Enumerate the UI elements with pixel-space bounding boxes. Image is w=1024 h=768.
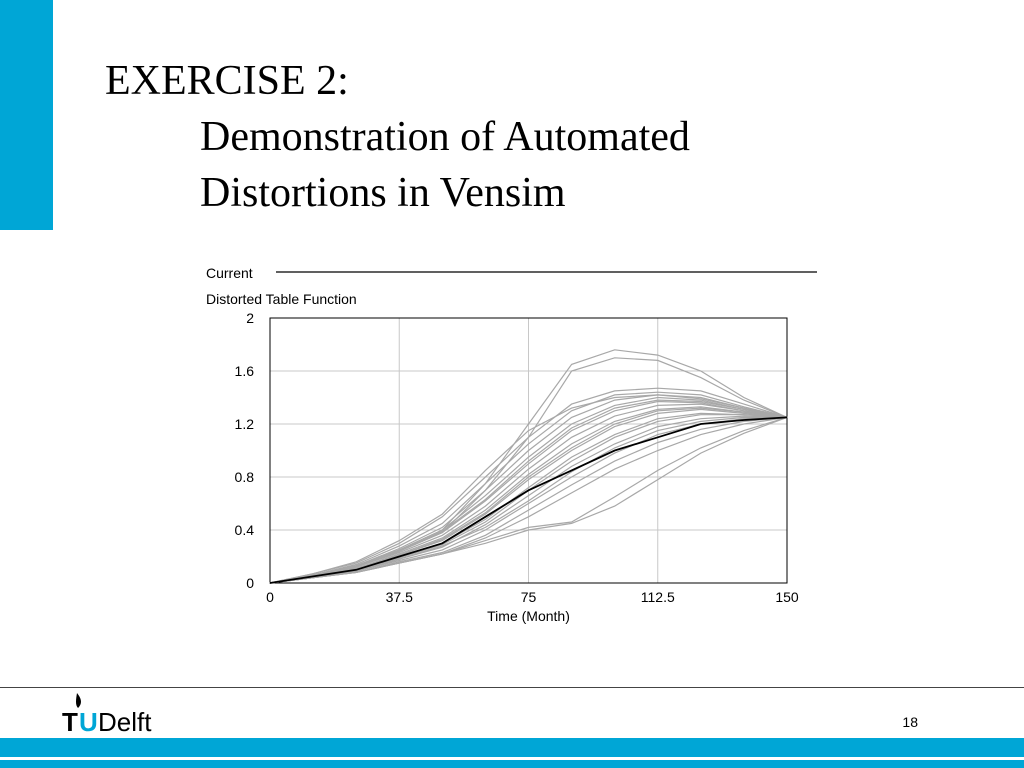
slide-title-line-1: EXERCISE 2:: [105, 58, 349, 104]
logo-text-delft: Delft: [98, 707, 152, 736]
tu-delft-flame-logo: [62, 690, 172, 736]
bottom-band-stripe: [0, 757, 1024, 760]
slide-title-line-2: Demonstration of Automated: [200, 114, 690, 160]
logo-text-u: U: [79, 707, 98, 736]
x-tick-label: 75: [520, 589, 537, 605]
legend-label-current: Current: [206, 265, 253, 281]
legend-label-distorted: Distorted Table Function: [206, 291, 357, 307]
x-axis-label: Time (Month): [487, 608, 570, 624]
y-tick-label: 1.6: [234, 363, 254, 379]
footer-divider: [0, 687, 1024, 688]
x-tick-label: 112.5: [640, 589, 675, 605]
y-tick-label: 0.8: [234, 469, 254, 485]
slide-title-line-3: Distortions in Vensim: [200, 170, 566, 216]
bottom-accent-band: [0, 738, 1024, 768]
y-tick-label: 0: [246, 575, 254, 591]
page-number: 18: [902, 714, 918, 730]
y-tick-label: 1.2: [234, 416, 254, 432]
flame-icon: [76, 693, 81, 708]
logo-text-t: T: [62, 707, 78, 736]
x-tick-label: 37.5: [385, 589, 413, 605]
y-tick-label: 0.4: [234, 522, 254, 538]
x-tick-label: 150: [775, 589, 799, 605]
x-tick-label: 0: [266, 589, 274, 605]
y-tick-label: 2: [246, 310, 254, 326]
